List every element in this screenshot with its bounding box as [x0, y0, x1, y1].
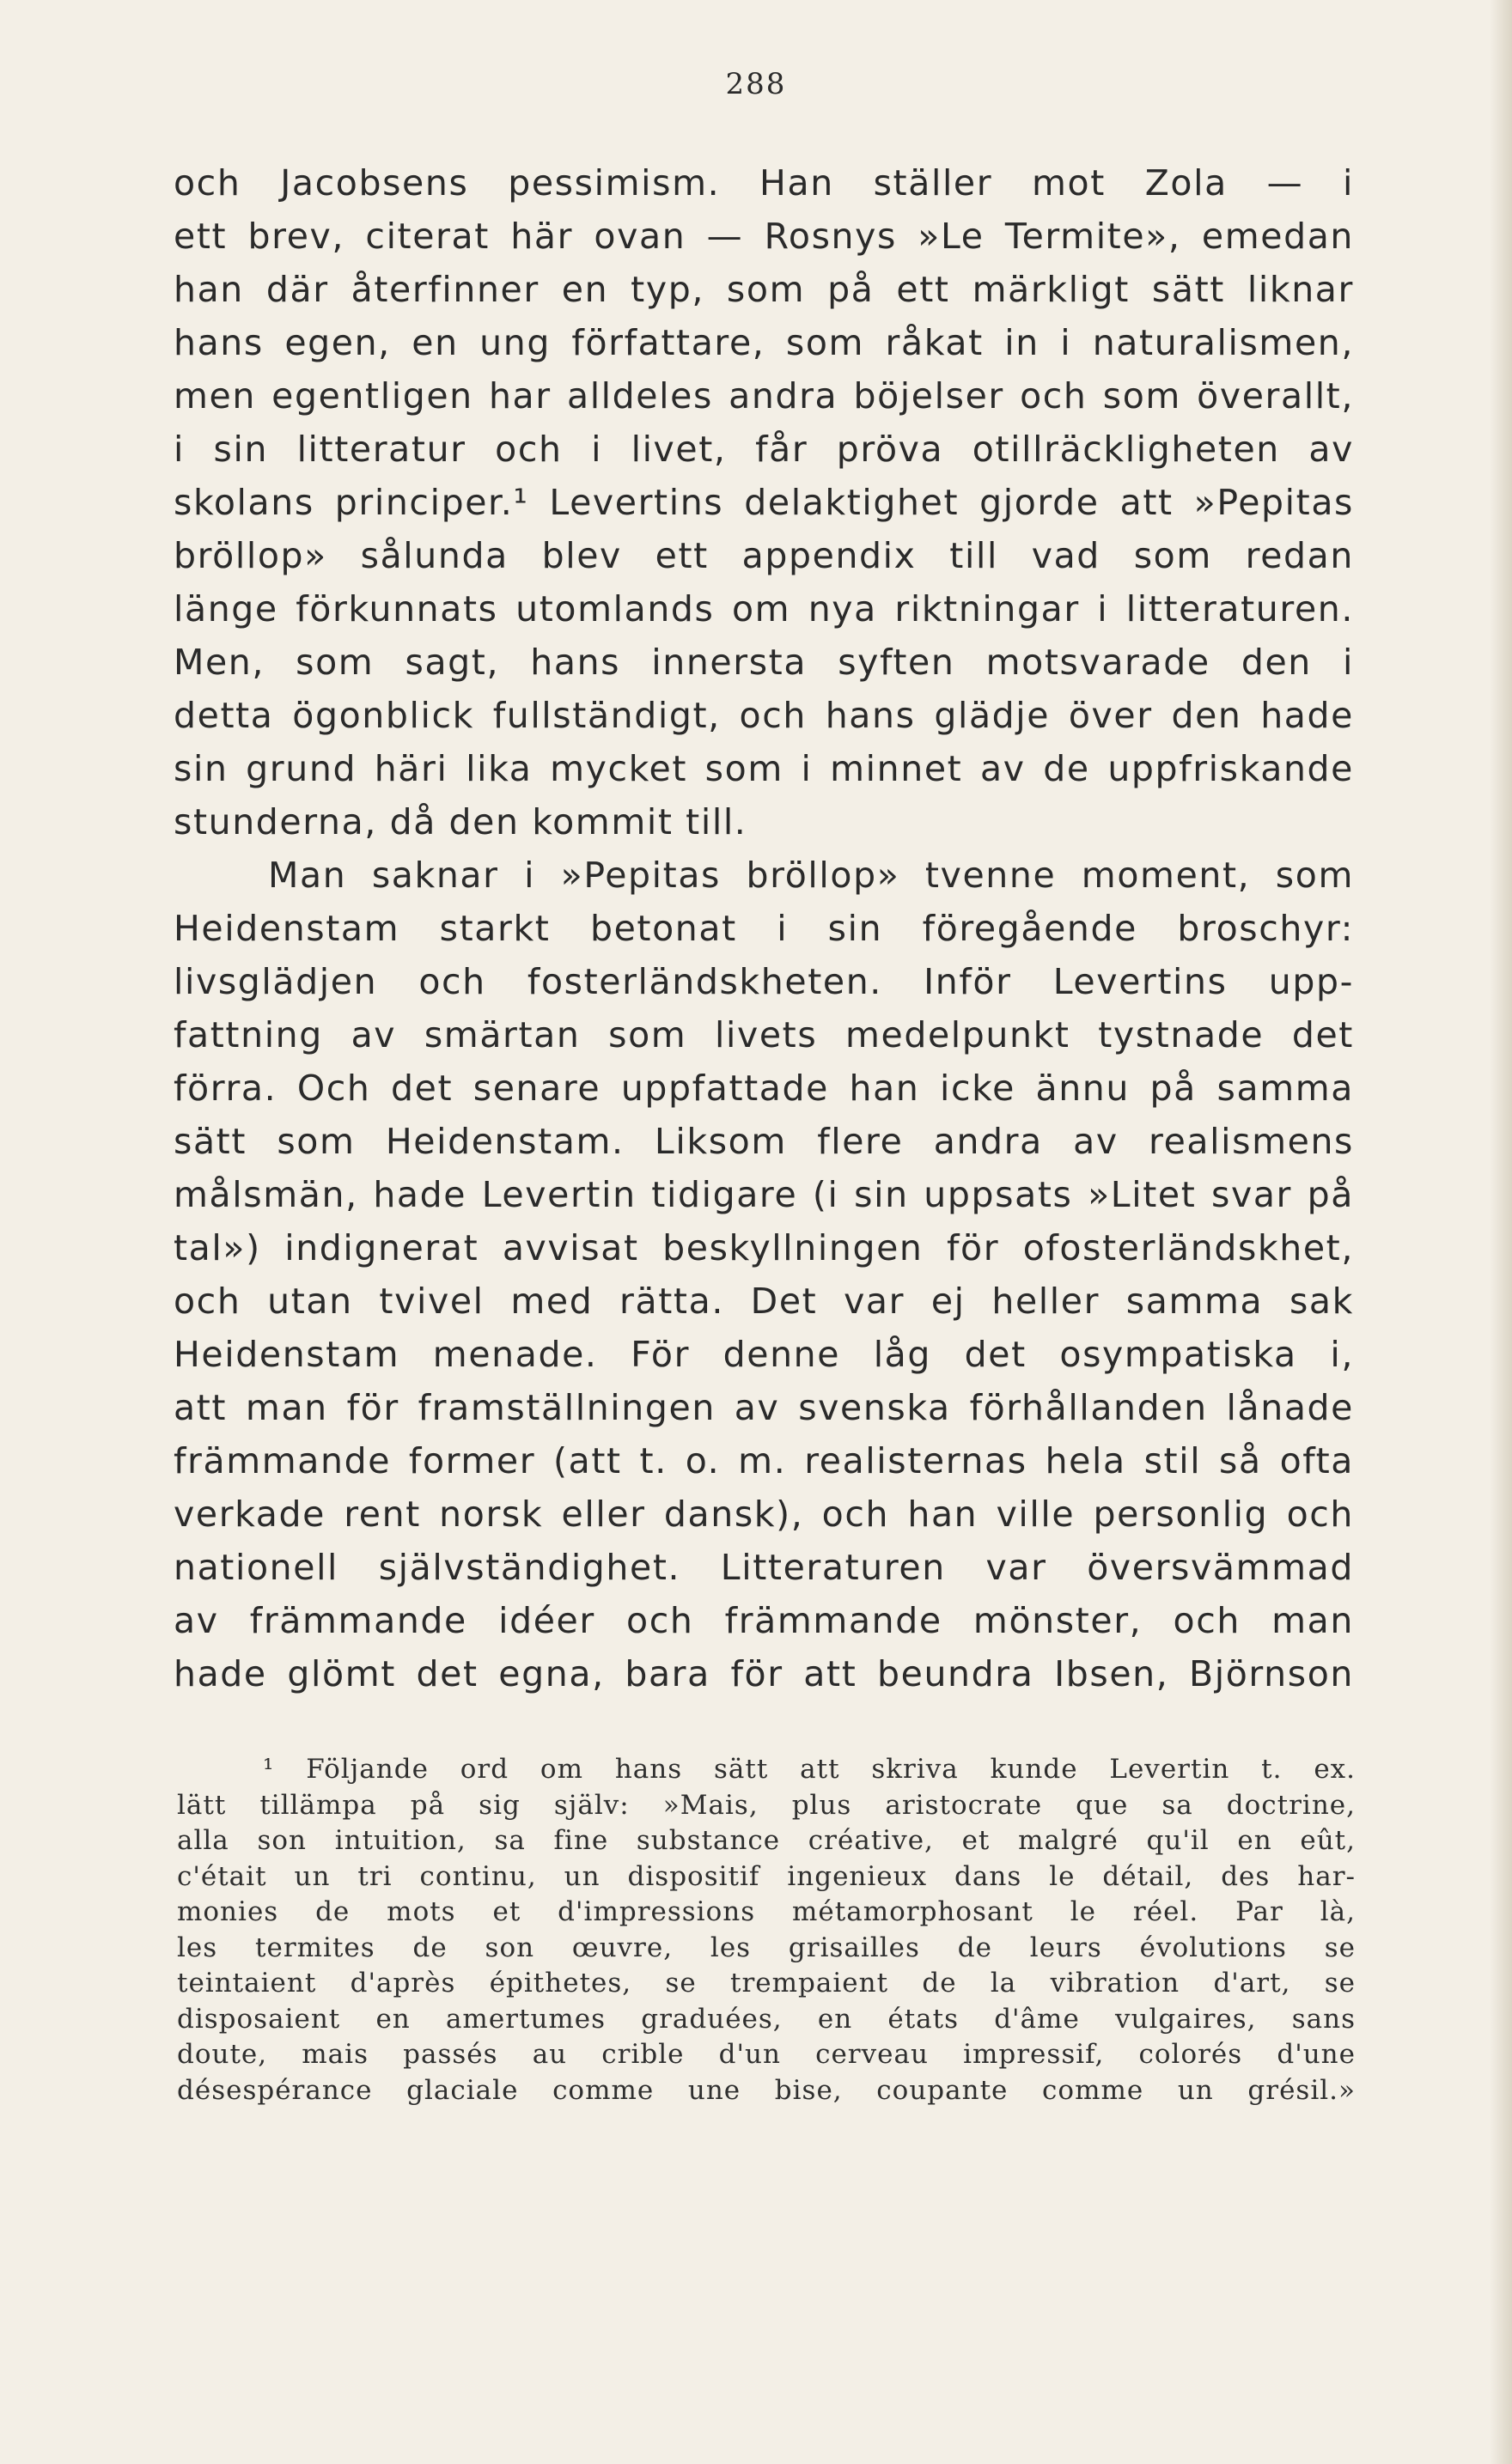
body-line-paragraph-end: stunderna, då den kommit till.: [174, 801, 747, 843]
body-line: bröllop» sålunda blev ett appendix till vad som redan: [174, 535, 1354, 576]
footnote-line: teintaient d'après épithetes, se trempaient de la vibration d'art, se: [177, 1968, 1356, 1999]
body-line: målsmän, hade Levertin tidigare (i sin uppsats »Litet svar på: [174, 1174, 1354, 1215]
body-line: förra. Och det senare uppfattade han icke ännu på samma: [174, 1068, 1354, 1109]
body-line: ett brev, citerat här ovan — Rosnys »Le Termite», emedan: [174, 216, 1354, 257]
body-line: i sin litteratur och i livet, får pröva otillräckligheten av: [174, 429, 1354, 470]
body-line: nationell självständighet. Litteraturen var översvämmad: [174, 1547, 1354, 1588]
body-line: Heidenstam starkt betonat i sin föregående broschyr:: [174, 908, 1354, 949]
body-line: verkade rent norsk eller dansk), och han ville personlig och: [174, 1494, 1354, 1535]
body-line: detta ögonblick fullständigt, och hans glädje över den hade: [174, 695, 1354, 736]
body-line: av främmande idéer och främmande mönster, och man: [174, 1600, 1354, 1641]
footnote: [177, 1752, 1356, 2108]
body-line: han där återfinner en typ, som på ett märkligt sätt liknar: [174, 269, 1354, 310]
body-line: hade glömt det egna, bara för att beundra Ibsen, Björnson: [174, 1653, 1354, 1694]
footnote-line: c'était un tri continu, un dispositif ingenieux dans le détail, des har-: [177, 1860, 1356, 1892]
footnote-line: disposaient en amertumes graduées, en états d'âme vulgaires, sans: [177, 2003, 1356, 2035]
body-line: att man för framställningen av svenska förhållanden lånade: [174, 1387, 1354, 1428]
body-line: men egentligen har alldeles andra böjelser och som överallt,: [174, 375, 1354, 417]
body-text: [174, 156, 1354, 1700]
body-line: tal») indignerat avvisat beskyllningen för ofosterländskhet,: [174, 1227, 1354, 1269]
body-line: skolans principer.¹ Levertins delaktighet gjorde att »Pepitas: [174, 482, 1354, 523]
footnote-line: ¹ Följande ord om hans sätt att skriva kunde Levertin t. ex.: [263, 1754, 1356, 1785]
footnote-line: doute, mais passés au crible d'un cerveau impressif, colorés d'une: [177, 2039, 1356, 2070]
body-line: Heidenstam menade. För denne låg det osympatiska i,: [174, 1334, 1354, 1375]
body-line: länge förkunnats utomlands om nya riktningar i litteraturen.: [174, 588, 1354, 630]
body-line: och Jacobsens pessimism. Han ställer mot Zola — i: [174, 162, 1354, 204]
body-line: och utan tvivel med rätta. Det var ej heller samma sak: [174, 1281, 1354, 1322]
body-line: hans egen, en ung författare, som råkat in i naturalismen,: [174, 322, 1354, 363]
footnote-line: alla son intuition, sa fine substance créative, et malgré qu'il en eût,: [177, 1825, 1356, 1856]
body-line: främmande former (att t. o. m. realisternas hela stil så ofta: [174, 1440, 1354, 1481]
body-line: sin grund häri lika mycket som i minnet av de uppfriskande: [174, 748, 1354, 789]
footnote-line: les termites de son œuvre, les grisailles de leurs évolutions se: [177, 1932, 1356, 1963]
body-line: livsglädjen och fosterländskheten. Inför Levertins upp-: [174, 961, 1354, 1002]
footnote-line: monies de mots et d'impressions métamorphosant le réel. Par là,: [177, 1896, 1356, 1927]
body-line: Men, som sagt, hans innersta syften motsvarade den i: [174, 642, 1354, 683]
page-edge-shadow: [1490, 0, 1512, 2464]
page-number: 288: [725, 67, 787, 101]
body-line-paragraph-start: Man saknar i »Pepitas bröllop» tvenne moment, som: [268, 855, 1354, 896]
body-line: fattning av smärtan som livets medelpunkt tystnade det: [174, 1014, 1354, 1056]
footnote-line: lätt tillämpa på sig själv: »Mais, plus aristocrate que sa doctrine,: [177, 1789, 1356, 1821]
footnote-line: désespérance glaciale comme une bise, coupante comme un grésil.»: [177, 2074, 1356, 2106]
body-line: sätt som Heidenstam. Liksom flere andra av realismens: [174, 1121, 1354, 1162]
